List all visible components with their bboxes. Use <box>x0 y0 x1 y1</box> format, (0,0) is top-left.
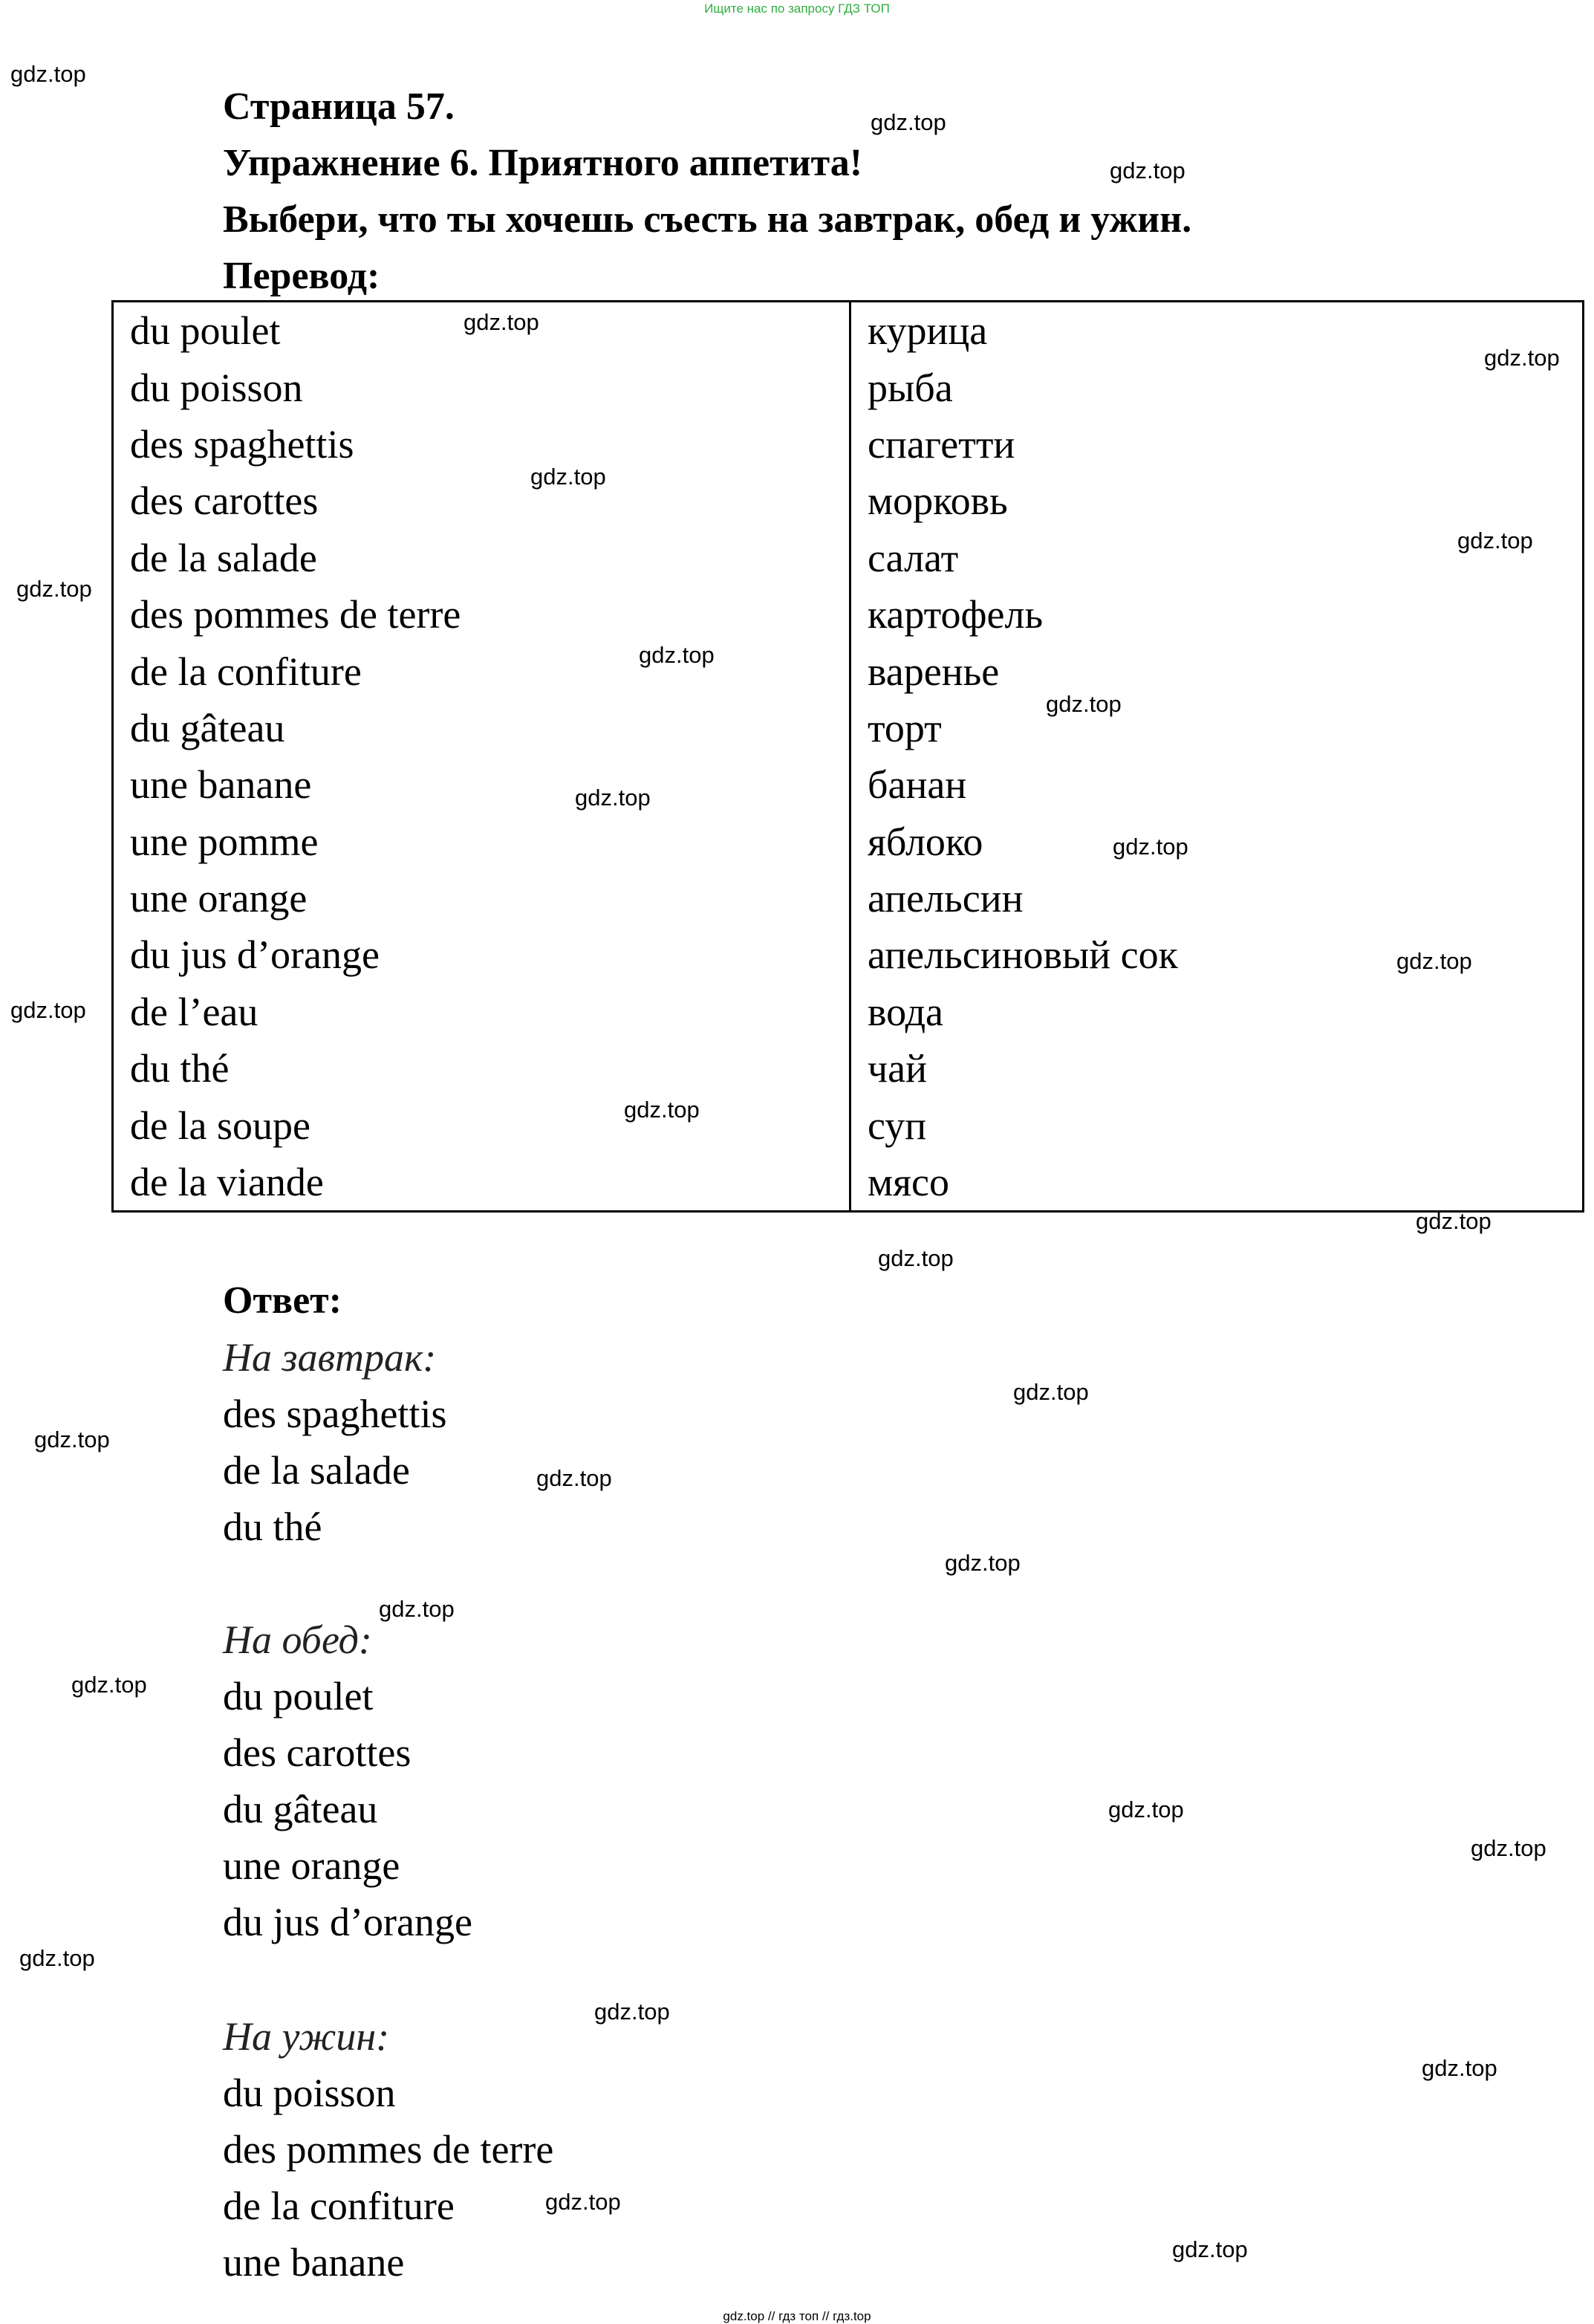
russian-word: вода <box>868 989 944 1034</box>
watermark: gdz.top <box>1108 1796 1184 1822</box>
dinner-label: На ужин: <box>223 2014 390 2059</box>
table-row <box>113 586 1584 643</box>
breakfast-item: du thé <box>223 1505 322 1549</box>
russian-word: варенье <box>868 649 1000 694</box>
table-row <box>113 530 1584 586</box>
table-row <box>113 416 1584 473</box>
table-row <box>113 700 1584 756</box>
russian-word: спагетти <box>868 421 1015 467</box>
watermark: gdz.top <box>871 109 946 135</box>
russian-word: картофель <box>868 592 1044 637</box>
watermark: gdz.top <box>10 997 86 1023</box>
french-word: de la soupe <box>113 1097 850 1153</box>
russian-word: банан <box>868 762 967 808</box>
watermark: gdz.top <box>1416 1208 1491 1234</box>
watermark: gdz.top <box>71 1672 147 1698</box>
dinner-item: du poisson <box>223 2071 396 2115</box>
table-row <box>113 984 1584 1040</box>
watermark: gdz.top <box>545 2189 621 2215</box>
watermark: gdz.top <box>34 1426 110 1452</box>
russian-word: мясо <box>868 1160 949 1205</box>
french-word: du poisson <box>113 359 850 415</box>
table-row <box>113 870 1584 926</box>
watermark: gdz.top <box>1046 691 1122 717</box>
french-word: une orange <box>113 870 850 926</box>
russian-word: курица <box>868 308 988 354</box>
table-row <box>113 814 1584 870</box>
russian-word: яблоко <box>868 819 983 864</box>
french-word: de la viande <box>113 1154 850 1212</box>
french-word: du jus d’orange <box>113 926 850 983</box>
french-word: une pomme <box>113 814 850 870</box>
french-word: des spaghettis <box>113 416 850 473</box>
watermark: gdz.top <box>639 642 715 668</box>
breakfast-label: На завтрак: <box>223 1335 437 1380</box>
french-word: de la confiture <box>113 643 850 699</box>
watermark: gdz.top <box>530 464 606 490</box>
french-word: des carottes <box>113 473 850 529</box>
watermark: gdz.top <box>16 576 92 602</box>
watermark: gdz.top <box>1471 1835 1546 1861</box>
breakfast-item: des spaghettis <box>223 1392 447 1436</box>
watermark: gdz.top <box>945 1550 1021 1576</box>
exercise-heading: Упражнение 6. Приятного аппетита! <box>223 142 863 184</box>
watermark: gdz.top <box>463 309 539 335</box>
russian-word: торт <box>868 705 942 750</box>
watermark: gdz.top <box>379 1596 455 1622</box>
vocabulary-table <box>111 300 1584 1213</box>
watermark: gdz.top <box>1172 2236 1248 2262</box>
table-row <box>113 1040 1584 1097</box>
watermark: gdz.top <box>19 1945 95 1971</box>
watermark: gdz.top <box>1457 528 1533 554</box>
task-heading: Выбери, что ты хочешь съесть на завтрак, обед и ужин. <box>223 198 1192 241</box>
french-word: une banane <box>113 756 850 813</box>
watermark: gdz.top <box>1484 345 1560 371</box>
table-row <box>113 643 1584 699</box>
lunch-item: des carottes <box>223 1730 411 1775</box>
russian-word: морковь <box>868 478 1008 524</box>
watermark: gdz.top <box>594 1999 670 2025</box>
table-row <box>113 756 1584 813</box>
watermark: gdz.top <box>10 61 86 87</box>
table-row <box>113 359 1584 415</box>
watermark: gdz.top <box>536 1465 612 1491</box>
table-row <box>113 473 1584 529</box>
lunch-item: du gâteau <box>223 1787 378 1831</box>
watermark: gdz.top <box>1013 1379 1089 1405</box>
table-row <box>113 1097 1584 1153</box>
table-row <box>113 926 1584 983</box>
french-word: de la salade <box>113 530 850 586</box>
top-banner[interactable]: Ищите нас по запросу ГДЗ ТОП <box>704 1 890 16</box>
watermark: gdz.top <box>878 1245 954 1271</box>
lunch-item: du poulet <box>223 1674 374 1718</box>
french-word: du poulet <box>113 302 850 360</box>
footer[interactable]: gdz.top // гдз топ // гдз.top <box>723 2309 871 2323</box>
dinner-item: des pommes de terre <box>223 2127 554 2172</box>
page-number-heading: Страница 57. <box>223 85 455 128</box>
lunch-item: une orange <box>223 1843 400 1888</box>
dinner-item: une banane <box>223 2240 405 2285</box>
lunch-label: На обед: <box>223 1617 372 1662</box>
french-word: du thé <box>113 1040 850 1097</box>
russian-word: суп <box>868 1103 927 1148</box>
lunch-item: du jus d’orange <box>223 1900 472 1944</box>
russian-word: апельсиновый сок <box>868 932 1178 978</box>
russian-word: апельсин <box>868 876 1024 921</box>
watermark: gdz.top <box>1396 948 1472 974</box>
dinner-item: de la confiture <box>223 2184 455 2228</box>
russian-word: рыба <box>868 365 953 410</box>
answer-heading: Ответ: <box>223 1279 342 1322</box>
translation-heading: Перевод: <box>223 255 380 297</box>
russian-word: чай <box>868 1046 928 1091</box>
breakfast-item: de la salade <box>223 1448 410 1493</box>
french-word: du gâteau <box>113 700 850 756</box>
french-word: de l’eau <box>113 984 850 1040</box>
watermark: gdz.top <box>1422 2055 1497 2081</box>
watermark: gdz.top <box>1110 158 1185 184</box>
watermark: gdz.top <box>575 785 651 811</box>
watermark: gdz.top <box>624 1097 700 1123</box>
french-word: des pommes de terre <box>113 586 850 643</box>
russian-word: салат <box>868 535 959 580</box>
table-row <box>113 302 1584 360</box>
table-row <box>113 1154 1584 1212</box>
watermark: gdz.top <box>1113 834 1188 860</box>
